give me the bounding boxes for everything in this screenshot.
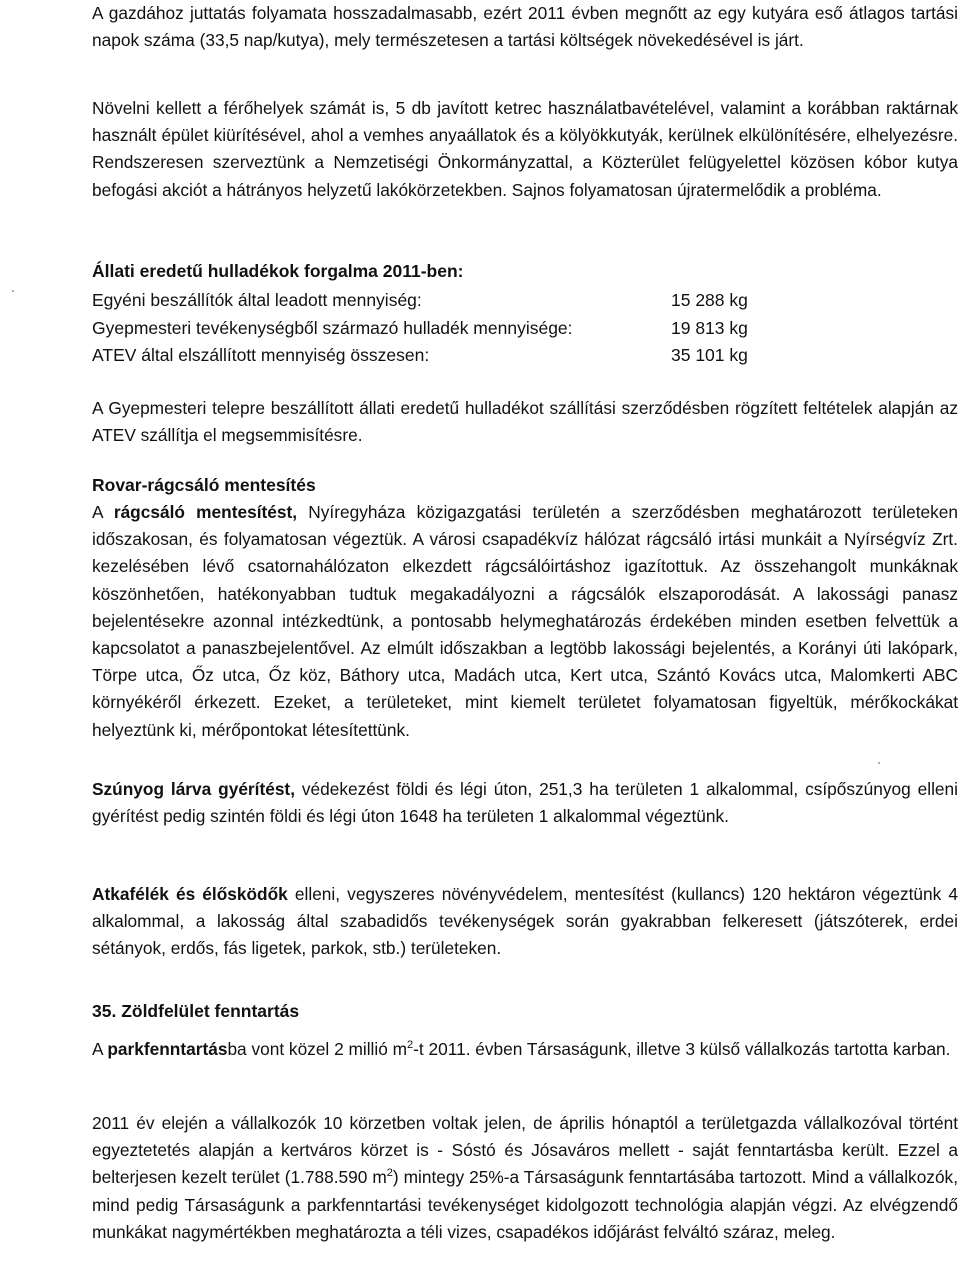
waste-row-label: ATEV által elszállított mennyiség összesen: [92, 345, 430, 365]
paragraph-atev: A Gyepmesteri telepre beszállított állati eredetű hulladékot szállítási szerződésben rögzített feltételek alapján az ATEV szállítja el megsemmisítésre. [92, 398, 958, 446]
ticks-term: Atkafélék és élősködők [92, 884, 288, 904]
scan-speck [12, 290, 14, 292]
rodent-term: rágcsáló mentesítést, [113, 502, 298, 522]
green-heading: 35. Zöldfelület fenntartás [92, 1001, 300, 1021]
paragraph-mosquito: Szúnyog lárva gyérítést, védekezést földi és légi úton, 251,3 ha területen 1 alkalommal, csípőszúnyog elleni gyérítést pedig szintén földi és légi úton 1648 ha területen 1 alkalommal végeztünk. [92, 779, 958, 827]
park-term: parkfenntartás [107, 1039, 228, 1059]
mosquito-term: Szúnyog lárva gyérítést, [92, 779, 295, 799]
rodent-heading: Rovar-rágcsáló mentesítés [92, 475, 316, 495]
paragraph-dog-care: A gazdához juttatás folyamata hosszadalmasabb, ezért 2011 évben megnőtt az egy kutyára eső átlagos tartási napok száma (33,5 nap/kutya), mely természetesen a tartási költségek növekedésével is járt. [92, 3, 958, 51]
paragraph-park-maintenance: A parkfenntartásba vont közel 2 millió $m^2-t$ 2011. évben Társaságunk, illetve 3 külső vállalkozás tartotta karban. [92, 1039, 951, 1059]
paragraph-capacity: Növelni kellett a férőhelyek számát is, 5 db javított ketrec használatbavételével, valamint a korábban raktárnak használt épület kiürítésével, ahol a vemhes anyaállatok és a kölyökkutyák, kerülnek elkülönítésére, elhelyezésre. Rendszeresen szerveztünk a Nemzetiségi Önkormányzattal, a Közterület felügyelettel közösen kóbor kutya befogási akciót a hátrányos helyzetű lakókörzetekben. Sajnos folyamatosan újratermelődik a probléma. [92, 98, 958, 200]
waste-row-value: 15 288 kg [671, 290, 748, 310]
scan-speck [878, 762, 880, 764]
paragraph-contractors: 2011 év elején a vállalkozók 10 körzetben voltak jelen, de április hónaptól a területgazda vállalkozóval történt egyeztetetés alapján a kertváros körzet is - Sóstó és Jósaváros mellett - saját fenntartásba került. Ezzel a belterjesen kezelt terület (1.788.590 $m^2$) mintegy 25%-a Társaságunk fenntartásába tartozott. Mind a vállalkozók, mind pedig Társaságunk a parkfenntartási tevékenységet kidolgozott technológia alapján végzi. Az elvégzendő munkákat nagymértékben meghatározta a téli vizes, csapadékos időjárást felváltó száraz, meleg. [92, 1113, 958, 1242]
waste-row [92, 315, 772, 342]
waste-heading: Állati eredetű hulladékok forgalma 2011-ben: [92, 261, 464, 281]
waste-row-value: 19 813 kg [671, 318, 748, 338]
waste-row-value: 35 101 kg [671, 345, 748, 365]
paragraph-ticks: Atkafélék és élősködők elleni, vegyszeres növényvédelem, mentesítést (kullancs) 120 hektáron végeztünk 4 alkalommal, a lakosság által szabadidős tevékenységek során gyakrabban felkeresett (játszóterek, erdei sétányok, erdős, fás ligetek, parkok, stb.) területeken. [92, 884, 958, 959]
waste-row [92, 287, 772, 314]
waste-row-label: Egyéni beszállítók által leadott mennyiség: [92, 290, 422, 310]
paragraph-rodent-control: A rágcsáló mentesítést, Nyíregyháza közigazgatási területén a szerződésben meghatározott területeken időszakosan, és folyamatosan végeztük. A városi csapadékvíz hálózat rágcsáló irtási munkáit a Nyírségvíz Zrt. kezelésében lévő csatornahálózaton elkezdett rágcsálóirtáshoz igazítottuk. Az összehangolt munkáknak köszönhetően, hatékonyabban tudtuk megakadályozni a rágcsálók elszaporodását. A lakossági panasz bejelentésekre azonnal intézkedtünk, a pontosabb helymeghatározás érdekében minden esetben felvettük a kapcsolatot a panaszbejelentővel. Az elmúlt időszakban a legtöbb lakossági bejelentés, a Korányi úti lakópark, Törpe utca, Őz utca, Őz köz, Báthory utca, Madách utca, Kert utca, Szántó Kovács utca, Malomkerti ABC környékéről érkezett. Ezeket, a területeket, mint kiemelt területet folyamatosan figyeltük, mérőkockákat helyeztünk ki, mérőpontokat létesítettünk. [92, 502, 959, 740]
waste-row [92, 342, 772, 369]
waste-row-label: Gyepmesteri tevékenységből származó hulladék mennyisége: [92, 318, 573, 338]
